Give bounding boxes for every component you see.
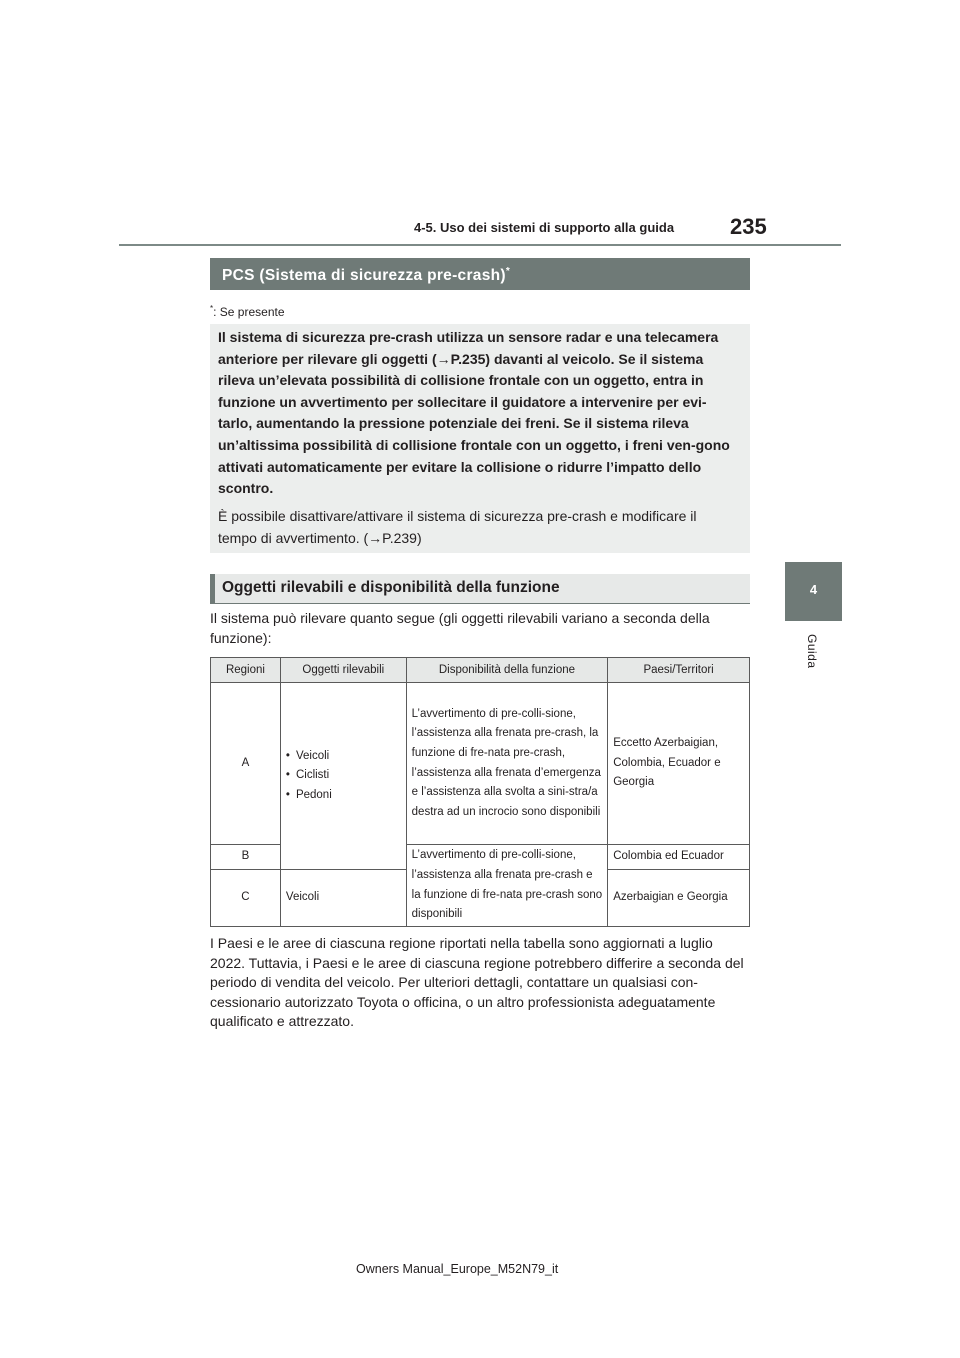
objects-cell <box>280 683 406 870</box>
intro-paragraph: Il sistema può rilevare quanto segue (gli oggetti rilevabili variano a seconda della funzione): <box>210 610 710 646</box>
list-item: • Ciclisti <box>286 766 401 785</box>
objects-cell: Veicoli <box>280 870 406 927</box>
table-header-cell: Disponibilità della funzione <box>406 658 608 683</box>
objects-list <box>286 747 401 805</box>
footnote-text: : Se presente <box>213 305 285 319</box>
subheading-title: Oggetti rilevabili e disponibilità della funzione <box>222 579 560 596</box>
list-item: • Veicoli <box>286 747 401 766</box>
table-header-cell: Oggetti rilevabili <box>280 658 406 683</box>
availability-cell: L’avvertimento di pre-colli-sione, l’assistenza alla frenata pre-crash e la funzione di fre-nata pre-crash sono disponibili <box>406 845 608 927</box>
chapter-tab-label: Guida <box>805 634 819 669</box>
countries-cell: Colombia ed Ecuador <box>608 845 750 870</box>
section-title-text: PCS (Sistema di sicurezza pre-crash) <box>222 267 506 285</box>
table-header-cell: Paesi/Territori <box>608 658 750 683</box>
section-title <box>222 266 510 285</box>
countries-cell: Azerbaigian e Georgia <box>608 870 750 927</box>
region-cell: A <box>211 683 281 845</box>
region-cell: C <box>211 870 281 927</box>
header-divider <box>119 244 841 246</box>
summary-bold-paragraph: Il sistema di sicurezza pre-crash utilizza un sensore radar e una telecamera anteriore per rilevare gli oggetti (→P.235) davanti al veicolo. Se il sistema rileva un’elevata possibilità di collisione frontale con un oggetto, entra in funzione un avvertimento per sollecitare il guidatore a intervenire per evi-tarlo, aumentando la pressione potenziale dei freni. Se il sistema rileva un’altissima possibilità di collisione frontale con un oggetto, i freni ven-gono attivati automaticamente per evitare la collisione o ridurre l’impatto dello scontro. <box>218 329 730 497</box>
subheading-accent <box>210 574 215 604</box>
footnote <box>210 304 285 319</box>
footnote-marker: * <box>210 304 214 313</box>
page-number: 235 <box>730 214 767 239</box>
closing-paragraph: I Paesi e le aree di ciascuna regione riportati nella tabella sono aggiornati a luglio 2022. Tuttavia, i Paesi e le aree di ciascuna regione potrebbero differire a seconda del periodo di vendita del veicolo. Per ulteriori dettagli, contattare un qualsiasi con-cessionario autorizzato Toyota o officina, o un altro professionista adeguatamente qualificato e attrezzato. <box>210 935 744 1029</box>
section-header: 4-5. Uso dei sistemi di supporto alla guida <box>414 220 675 235</box>
countries-cell: Eccetto Azerbaigian, Colombia, Ecuador e Georgia <box>608 683 750 845</box>
section-title-marker: * <box>505 266 511 277</box>
region-cell: B <box>211 845 281 870</box>
list-item: • Pedoni <box>286 786 401 805</box>
availability-cell: L’avvertimento di pre-colli-sione, l’assistenza alla frenata pre-crash, la funzione di fre-nata pre-crash, l’assistenza alla frenata d’emergenza e l’assistenza alla svolta a sini-stra/a destra ad un incrocio sono disponibili <box>406 683 608 845</box>
table-row <box>211 683 750 845</box>
table-header-cell: Regioni <box>211 658 281 683</box>
footer-text: Owners Manual_Europe_M52N79_it <box>356 1262 559 1276</box>
summary-normal-paragraph: È possibile disattivare/attivare il sistema di sicurezza pre-crash e modificare il tempo di avvertimento. (→P.239) <box>218 508 697 546</box>
detection-table <box>210 657 750 927</box>
chapter-tab-number: 4 <box>809 582 818 597</box>
table-header-row <box>211 658 750 683</box>
